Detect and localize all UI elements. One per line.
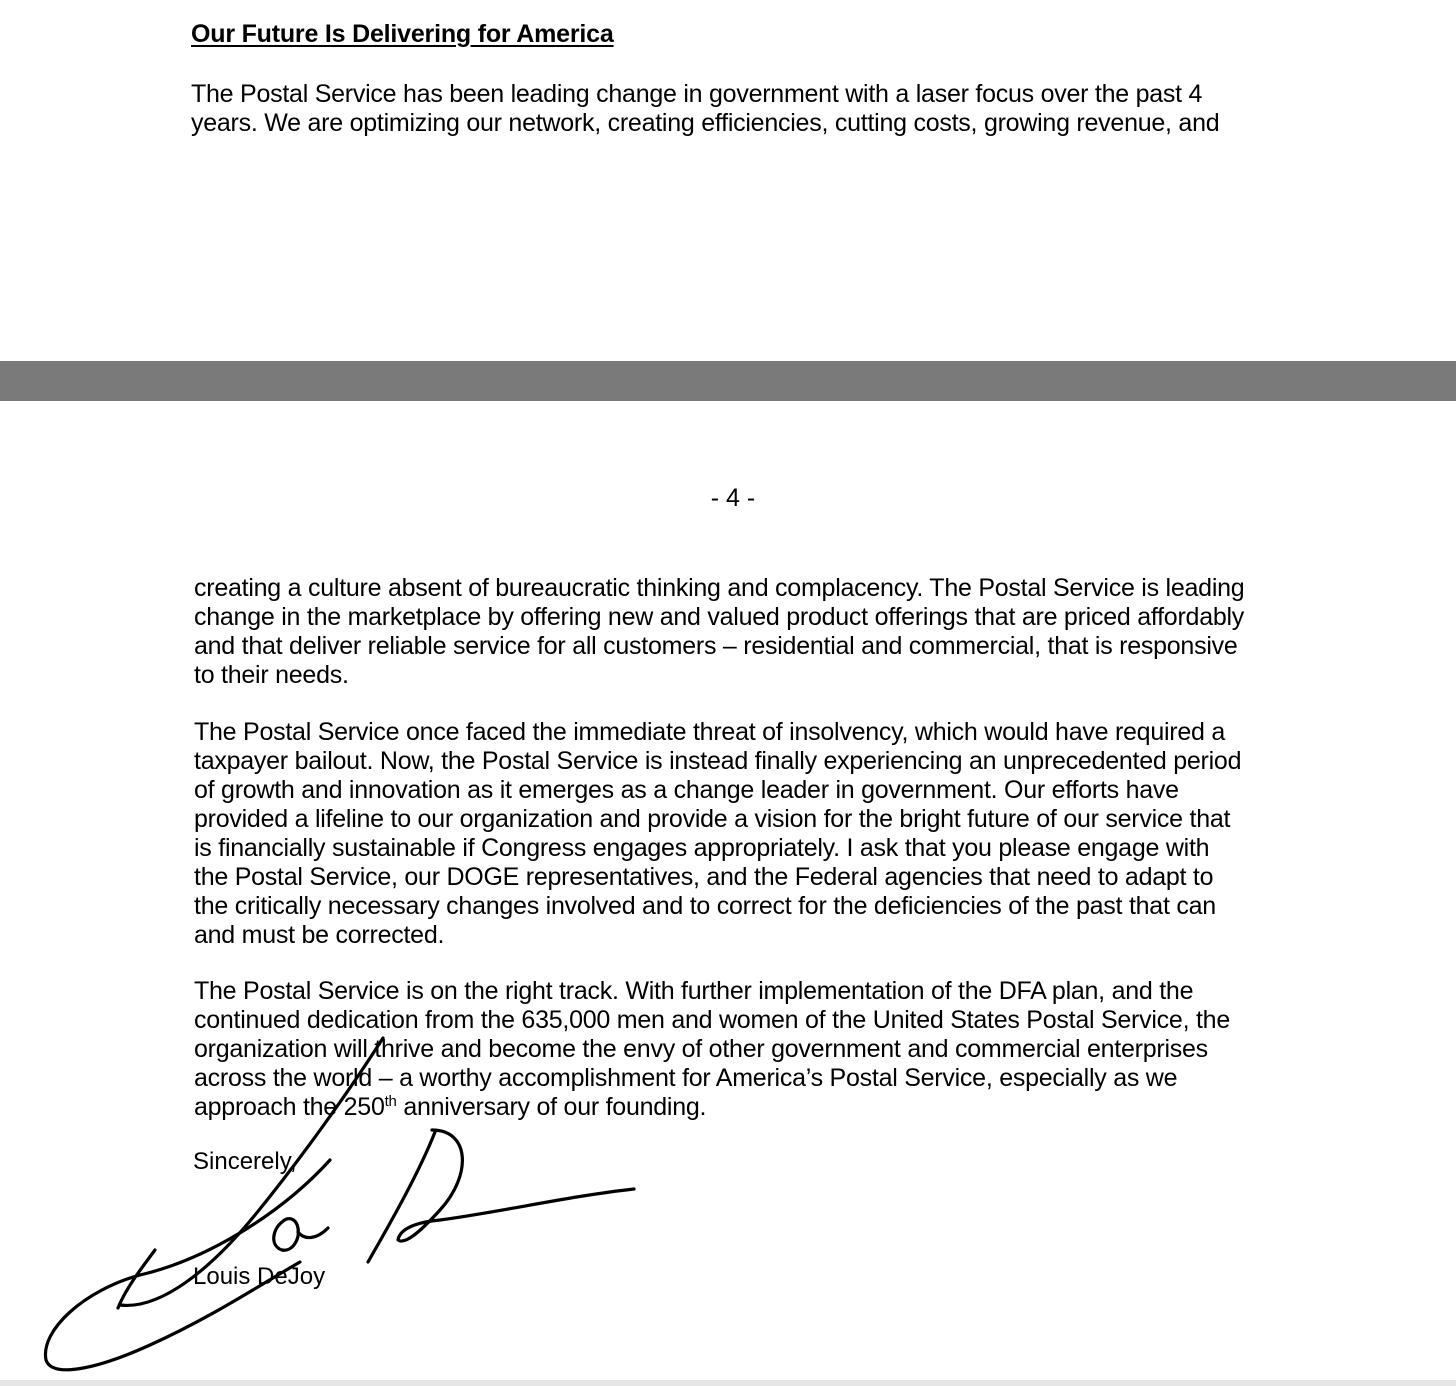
text-line: taxpayer bailout. Now, the Postal Service is instead finally experiencing an unprecedented period: [194, 747, 1242, 775]
text-line: to their needs.: [194, 661, 349, 689]
text-line: The Postal Service has been leading change in government with a laser focus over the past 4: [191, 80, 1203, 108]
text-line: [194, 1093, 706, 1122]
page-edge: [0, 1380, 1456, 1386]
text-line: organization will thrive and become the envy of other government and commercial enterprises: [194, 1035, 1208, 1063]
text-line: the critically necessary changes involved and to correct for the deficiencies of the past that can: [194, 892, 1216, 920]
text-line: provided a lifeline to our organization and provide a vision for the bright future of our service that: [194, 805, 1231, 833]
text-line: and must be corrected.: [194, 921, 445, 949]
text-line: the Postal Service, our DOGE representatives, and the Federal agencies that need to adapt to: [194, 863, 1214, 891]
text-line: years. We are optimizing our network, creating efficiencies, cutting costs, growing revenue, and: [191, 109, 1220, 137]
text-line: across the world – a worthy accomplishment for America’s Postal Service, especially as we: [194, 1064, 1178, 1092]
text-line: change in the marketplace by offering new and valued product offerings that are priced affordably: [194, 603, 1245, 631]
text-fragment: anniversary of our founding.: [396, 1093, 707, 1121]
section-heading: Our Future Is Delivering for America: [191, 20, 614, 48]
text-line: The Postal Service once faced the immediate threat of insolvency, which would have required a: [194, 718, 1226, 746]
page-number: - 4 -: [710, 484, 756, 512]
document-page-3: [0, 0, 1456, 361]
text-line: of growth and innovation as it emerges as a change leader in government. Our efforts have: [194, 776, 1179, 804]
text-line: The Postal Service is on the right track. With further implementation of the DFA plan, and the: [194, 977, 1194, 1005]
text-line: and that deliver reliable service for all customers – residential and commercial, that is responsive: [194, 632, 1238, 660]
ordinal-suffix: th: [384, 1093, 397, 1110]
page-separator: [0, 361, 1456, 401]
closing-salutation: Sincerely,: [193, 1148, 297, 1175]
text-fragment: approach the 250: [194, 1093, 385, 1121]
signer-name: Louis DeJoy: [193, 1263, 326, 1290]
text-line: creating a culture absent of bureaucratic thinking and complacency. The Postal Service is leading: [194, 574, 1245, 602]
text-line: is financially sustainable if Congress engages appropriately. I ask that you please engage with: [194, 834, 1210, 862]
text-line: continued dedication from the 635,000 men and women of the United States Postal Service, the: [194, 1006, 1230, 1034]
